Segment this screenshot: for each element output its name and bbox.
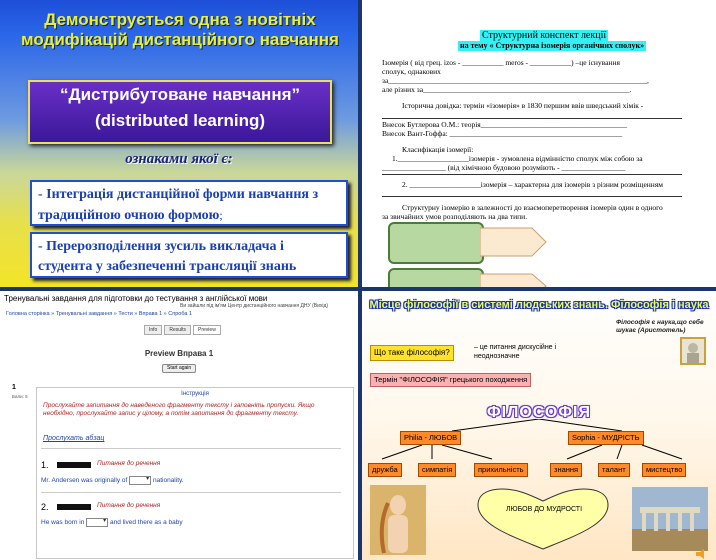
sophia-box: Sophia - МУДРІСТЬ: [568, 431, 644, 445]
aristotle-quote: Філософія є наука,що себе шукає (Аристотель): [616, 319, 704, 334]
instruction-heading: Інструкція: [181, 391, 209, 397]
sentence-part: nationality.: [152, 477, 184, 485]
concept-box: прихильність: [474, 463, 528, 477]
box-title-en: (distributed learning): [95, 111, 265, 130]
concept-box: мистецтво: [642, 463, 686, 477]
feature-redistribution: - Перерозподілення зусиль викладача і студента у забезпеченні трансляції знань: [30, 232, 348, 278]
question-box: [36, 387, 354, 559]
acropolis-image-icon: [632, 487, 708, 551]
concept-box: знання: [550, 463, 582, 477]
divider: [41, 492, 341, 493]
answer-select[interactable]: [86, 518, 108, 527]
doc-line: _________________ (від хімічною будовою розуміють - _________________: [382, 163, 626, 172]
aristotle-portrait-icon: [680, 337, 706, 365]
sentence-part: He was born in: [41, 519, 85, 527]
slide-title: Демонструється одна з новітніх модифікацій дистанційного навчання: [21, 10, 339, 49]
divider: [41, 448, 341, 449]
answer-select[interactable]: [129, 476, 151, 485]
doc-line: Історична довідка: термін «ізомерія» в 1830 першим ввів шведський хімік -: [402, 101, 644, 110]
doc-line: 1.___________________ізомерія - зумовлена відмінністю сполук між собою за: [392, 154, 643, 163]
distributed-learning-box: [28, 80, 332, 144]
tab-preview[interactable]: Preview: [193, 325, 221, 335]
philosophy-word: ФІЛОСОФІЯ: [487, 404, 591, 421]
audio-player[interactable]: [57, 504, 91, 510]
sentence-2: [41, 518, 183, 527]
instruction-text: Прослухайте запитання до наведеного фрагменту тексту і заповніть пропуски. Якщо необхідно, прослухайте запис у цілому, а потім запитання до фрагменту тексту.: [43, 402, 315, 417]
doc-heading: Структурний конспект лекції: [482, 30, 607, 41]
item-number: 1.: [41, 460, 49, 470]
quiz-tabs: [144, 325, 221, 335]
login-info[interactable]: Ви зайшли під ім'ям Центр дистанційного навчання ДНУ (Вихід): [180, 303, 329, 309]
doc-line: за звичайних умов розподіляють на два типи.: [382, 212, 528, 221]
diagram-arrow: [480, 271, 550, 287]
audio-player[interactable]: [57, 462, 91, 468]
diagram-box: [388, 222, 484, 264]
moodle-quiz-preview: [0, 291, 358, 560]
blank-line: [382, 118, 682, 119]
doc-line: сполук, однакових: [382, 67, 441, 76]
feature-integration-text: - Інтеграція дистанційної форми навчання з традиційною очною формою: [38, 187, 319, 223]
preview-title: Preview Вправа 1: [144, 349, 214, 358]
love-of-wisdom-text: ЛЮБОВ ДО МУДРОСТІ: [505, 506, 583, 513]
sound-icon[interactable]: [696, 549, 708, 559]
concept-box: талант: [598, 463, 630, 477]
concept-box: симпатія: [418, 463, 456, 477]
philia-box: Philia - ЛЮБОВ: [400, 431, 461, 445]
diagram-arrow: [480, 225, 550, 259]
sentence-part: Mr. Andersen was originally of: [41, 477, 128, 485]
sentence-1: [41, 476, 184, 485]
doc-line: 2. ___________________ізомерія – характерна для ізомерів з різним розміщенням: [402, 180, 664, 189]
philosophy-slide: [362, 291, 716, 560]
tab-info[interactable]: Info: [144, 325, 162, 335]
doc-line: Внесок Бутлерова О.М.: теорія_______________________________________: [382, 120, 627, 129]
slide-distributed-learning: [0, 0, 358, 287]
item-number: 2.: [41, 502, 49, 512]
item-label: Питання до речення: [97, 460, 161, 467]
doc-line: за_____________________________________________________________________,: [382, 76, 649, 85]
item-label: Питання до речення: [97, 502, 161, 509]
breadcrumb[interactable]: Головна сторінка » Тренувальні завдання » Тести » Вправа 1 » Спроба 1: [6, 311, 193, 317]
start-again-button[interactable]: Start again: [162, 364, 196, 373]
doc-topic: на тему « Структурна ізомерія органічних сполук»: [460, 41, 645, 50]
doc-line: Класифікація ізомерії:: [402, 145, 474, 154]
blank-line: [382, 174, 682, 175]
question-box: Що таке філософія?: [370, 345, 454, 361]
doc-line: але різних за_______________________________________________________.: [382, 85, 632, 94]
box-title-ua: “Дистрибутоване навчання”: [59, 85, 301, 104]
answer-text: – це питання дискусійне і неоднозначне: [474, 344, 557, 360]
concept-box: дружба: [368, 463, 402, 477]
doc-line: Внесок Вант-Гоффа: ______________________________________________: [382, 129, 623, 138]
feature-integration: [30, 180, 348, 226]
term-box: Термін "ФІЛОСОФІЯ" грецького походження: [370, 373, 531, 387]
question-number: 1: [12, 384, 16, 391]
lecture-outline-document: [362, 0, 716, 287]
venus-image-icon: [370, 485, 426, 555]
slide-title: Місце філософії в системі людських знань. Філософія і наука: [369, 299, 709, 311]
diagram-box: [388, 268, 484, 287]
question-marks: Бали: 5: [12, 394, 28, 399]
features-subtitle: ознаками якої є:: [125, 151, 233, 167]
listen-paragraph-link[interactable]: Прослухать абзац: [43, 435, 105, 442]
tab-results[interactable]: Results: [164, 325, 191, 335]
course-title: Тренувальні завдання для підготовки до тестування з англійської мови: [4, 294, 268, 303]
sentence-part: and lived there as a baby: [109, 519, 183, 527]
doc-line: Структурну ізомерію в залежності до взаємоперетворення ізомерів один в одного: [402, 203, 663, 212]
blank-line: [382, 196, 682, 197]
doc-line: Ізомерія ( від грец. izos - ___________ meros - ___________) –це існування: [382, 58, 620, 67]
feature-integration-tail: ;: [219, 208, 223, 222]
love-of-wisdom-heart: [474, 487, 612, 551]
